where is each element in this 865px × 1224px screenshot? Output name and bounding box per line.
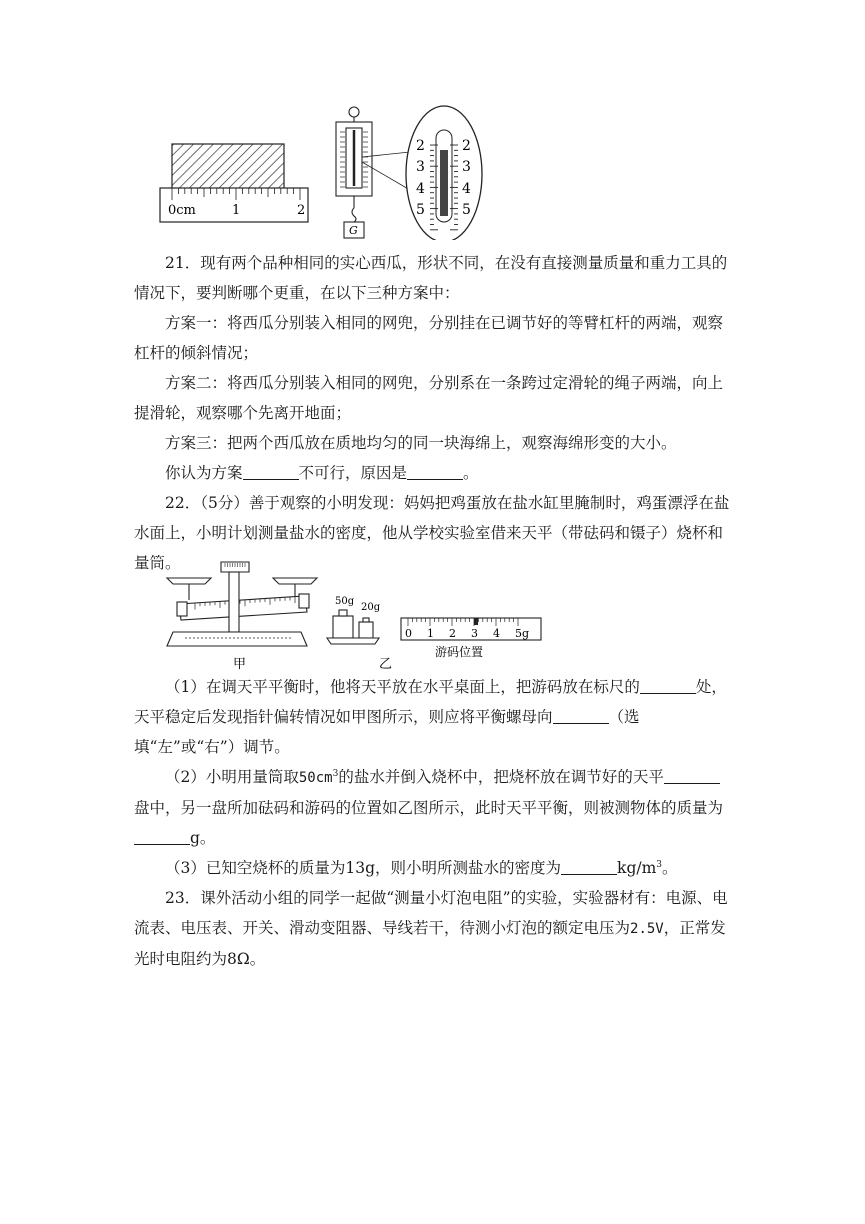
magnified-scale — [406, 106, 482, 240]
mag-left-3: 3 — [416, 159, 425, 175]
label-jia: 甲 — [233, 657, 247, 670]
question-21-block — [134, 248, 734, 578]
q22-p1-a: （1）在调天平平衡时，他将天平放在水平桌面上，把游码放在标尺的 — [165, 678, 640, 696]
q22-unit: kg/m — [617, 859, 657, 877]
mag-right-5: 5 — [462, 202, 471, 218]
q21-plan-3: 方案三：把两个西瓜放在质地均匀的同一块海绵上，观察海绵形变的大小。 — [165, 434, 677, 452]
q22-p3-end: 。 — [662, 859, 678, 877]
q23-resistance: 8Ω — [227, 950, 250, 968]
ruler-label-2: 2 — [297, 203, 306, 218]
mag-left-5: 5 — [416, 202, 425, 218]
q22-volume: 50cm — [298, 770, 333, 786]
answer-blank[interactable] — [243, 463, 299, 480]
q22-p2-c: 盘中，另一盘所加砝码和游码的位置如乙图所示，此时天平平衡，则被测物体的质量为 — [134, 799, 724, 817]
q22-p1-c: （选填“左”或“右”）调节。 — [134, 708, 640, 756]
q22-unit-sup: 3 — [656, 859, 663, 870]
rider-scale-label: 2 — [449, 627, 456, 640]
weight-50g: 50g — [335, 596, 355, 607]
q23-intro — [134, 883, 734, 974]
answer-blank[interactable] — [664, 767, 720, 784]
q22-part-2 — [134, 762, 734, 853]
q22-p2-a: （2）小明用量筒取 — [165, 768, 299, 786]
mag-right-4: 4 — [462, 181, 471, 197]
mag-left-4: 4 — [416, 181, 425, 197]
label-yi: 乙 — [379, 657, 393, 670]
spring-scale — [336, 107, 372, 238]
weights — [327, 610, 379, 644]
balance-scale — [167, 562, 317, 646]
q21-ask-b: 不可行，原因是 — [298, 464, 408, 482]
rider-scale-label: 0 — [405, 627, 412, 640]
rider-scale-label: 3 — [471, 627, 478, 640]
answer-blank[interactable] — [407, 463, 463, 480]
ruler-label-0: 0cm — [168, 203, 196, 218]
rider-scale-label: 4 — [493, 627, 500, 640]
q21-ask-end: 。 — [463, 464, 479, 482]
q21-question — [134, 458, 734, 488]
q23-b: ，正常发光时电阻约为 — [134, 919, 726, 968]
answer-blank[interactable] — [553, 707, 609, 724]
rider-scale-label: 5g — [515, 627, 530, 640]
rider-marker — [474, 618, 478, 625]
balance-figure — [165, 548, 545, 670]
answer-blank[interactable] — [640, 677, 696, 694]
ruler-label-1: 1 — [232, 203, 241, 218]
hatched-block — [172, 144, 284, 190]
mag-right-3: 3 — [462, 159, 471, 175]
question-22-parts — [134, 672, 734, 974]
q22-p2-d: g。 — [190, 829, 216, 847]
q23-voltage: 2.5V — [630, 921, 664, 937]
q22-p1-b: 处，天平稳定后发现指针偏转情况如甲图所示，则应将平衡螺母向 — [134, 678, 727, 726]
q21-plan-1: 方案一：将西瓜分别装入相同的网兜，分别挂在已调节好的等臂杠杆的两端，观察杠杆的倾斜情况； — [134, 314, 724, 362]
q22-volume-sup: 3 — [332, 768, 339, 779]
q22-part-3 — [134, 853, 734, 883]
rider-scale — [401, 618, 541, 659]
answer-blank[interactable] — [134, 828, 190, 845]
q22-part-1 — [134, 672, 734, 762]
rider-caption: 游码位置 — [435, 645, 484, 659]
top-figure — [158, 100, 498, 240]
q21-ask-a: 你认为方案 — [165, 464, 243, 482]
weight-label: G — [349, 224, 358, 237]
mag-right-2: 2 — [462, 138, 471, 154]
q22-p3-a: （3）已知空烧杯的质量为 — [165, 859, 346, 877]
q23-c: 。 — [249, 950, 266, 968]
rider-scale-label: 1 — [427, 627, 434, 640]
answer-blank[interactable] — [561, 858, 617, 875]
q22-p2-b: 的盐水并倒入烧杯中，把烧杯放在调节好的天平 — [338, 768, 664, 786]
ruler — [160, 188, 308, 222]
weight-20g: 20g — [361, 602, 381, 613]
q22-intro: 22．（5分）善于观察的小明发现：妈妈把鸡蛋放在盐水缸里腌制时，鸡蛋漂浮在盐水面上，小明计划测量盐水的密度，他从学校实验室借来天平（带砝码和镊子）烧杯和量筒。 — [134, 494, 730, 572]
q22-p3-b: ，则小明所测盐水的密度为 — [375, 859, 562, 877]
q22-mass: 13g — [345, 859, 376, 877]
q21-intro: 21．现有两个品种相同的实心西瓜，形状不同，在没有直接测量质量和重力工具的情况下，要判断哪个更重，在以下三种方案中： — [134, 254, 728, 302]
mag-left-2: 2 — [416, 138, 425, 154]
q21-plan-2: 方案二：将西瓜分别装入相同的网兜，分别系在一条跨过定滑轮的绳子两端，向上提滑轮，观察哪个先离开地面； — [134, 374, 724, 422]
q23-a: 23．课外活动小组的同学一起做“测量小灯泡电阻”的实验，实验器材有：电源、电流表、电压表、开关、滑动变阻器、导线若干，待测小灯泡的额定电压为 — [134, 889, 728, 937]
